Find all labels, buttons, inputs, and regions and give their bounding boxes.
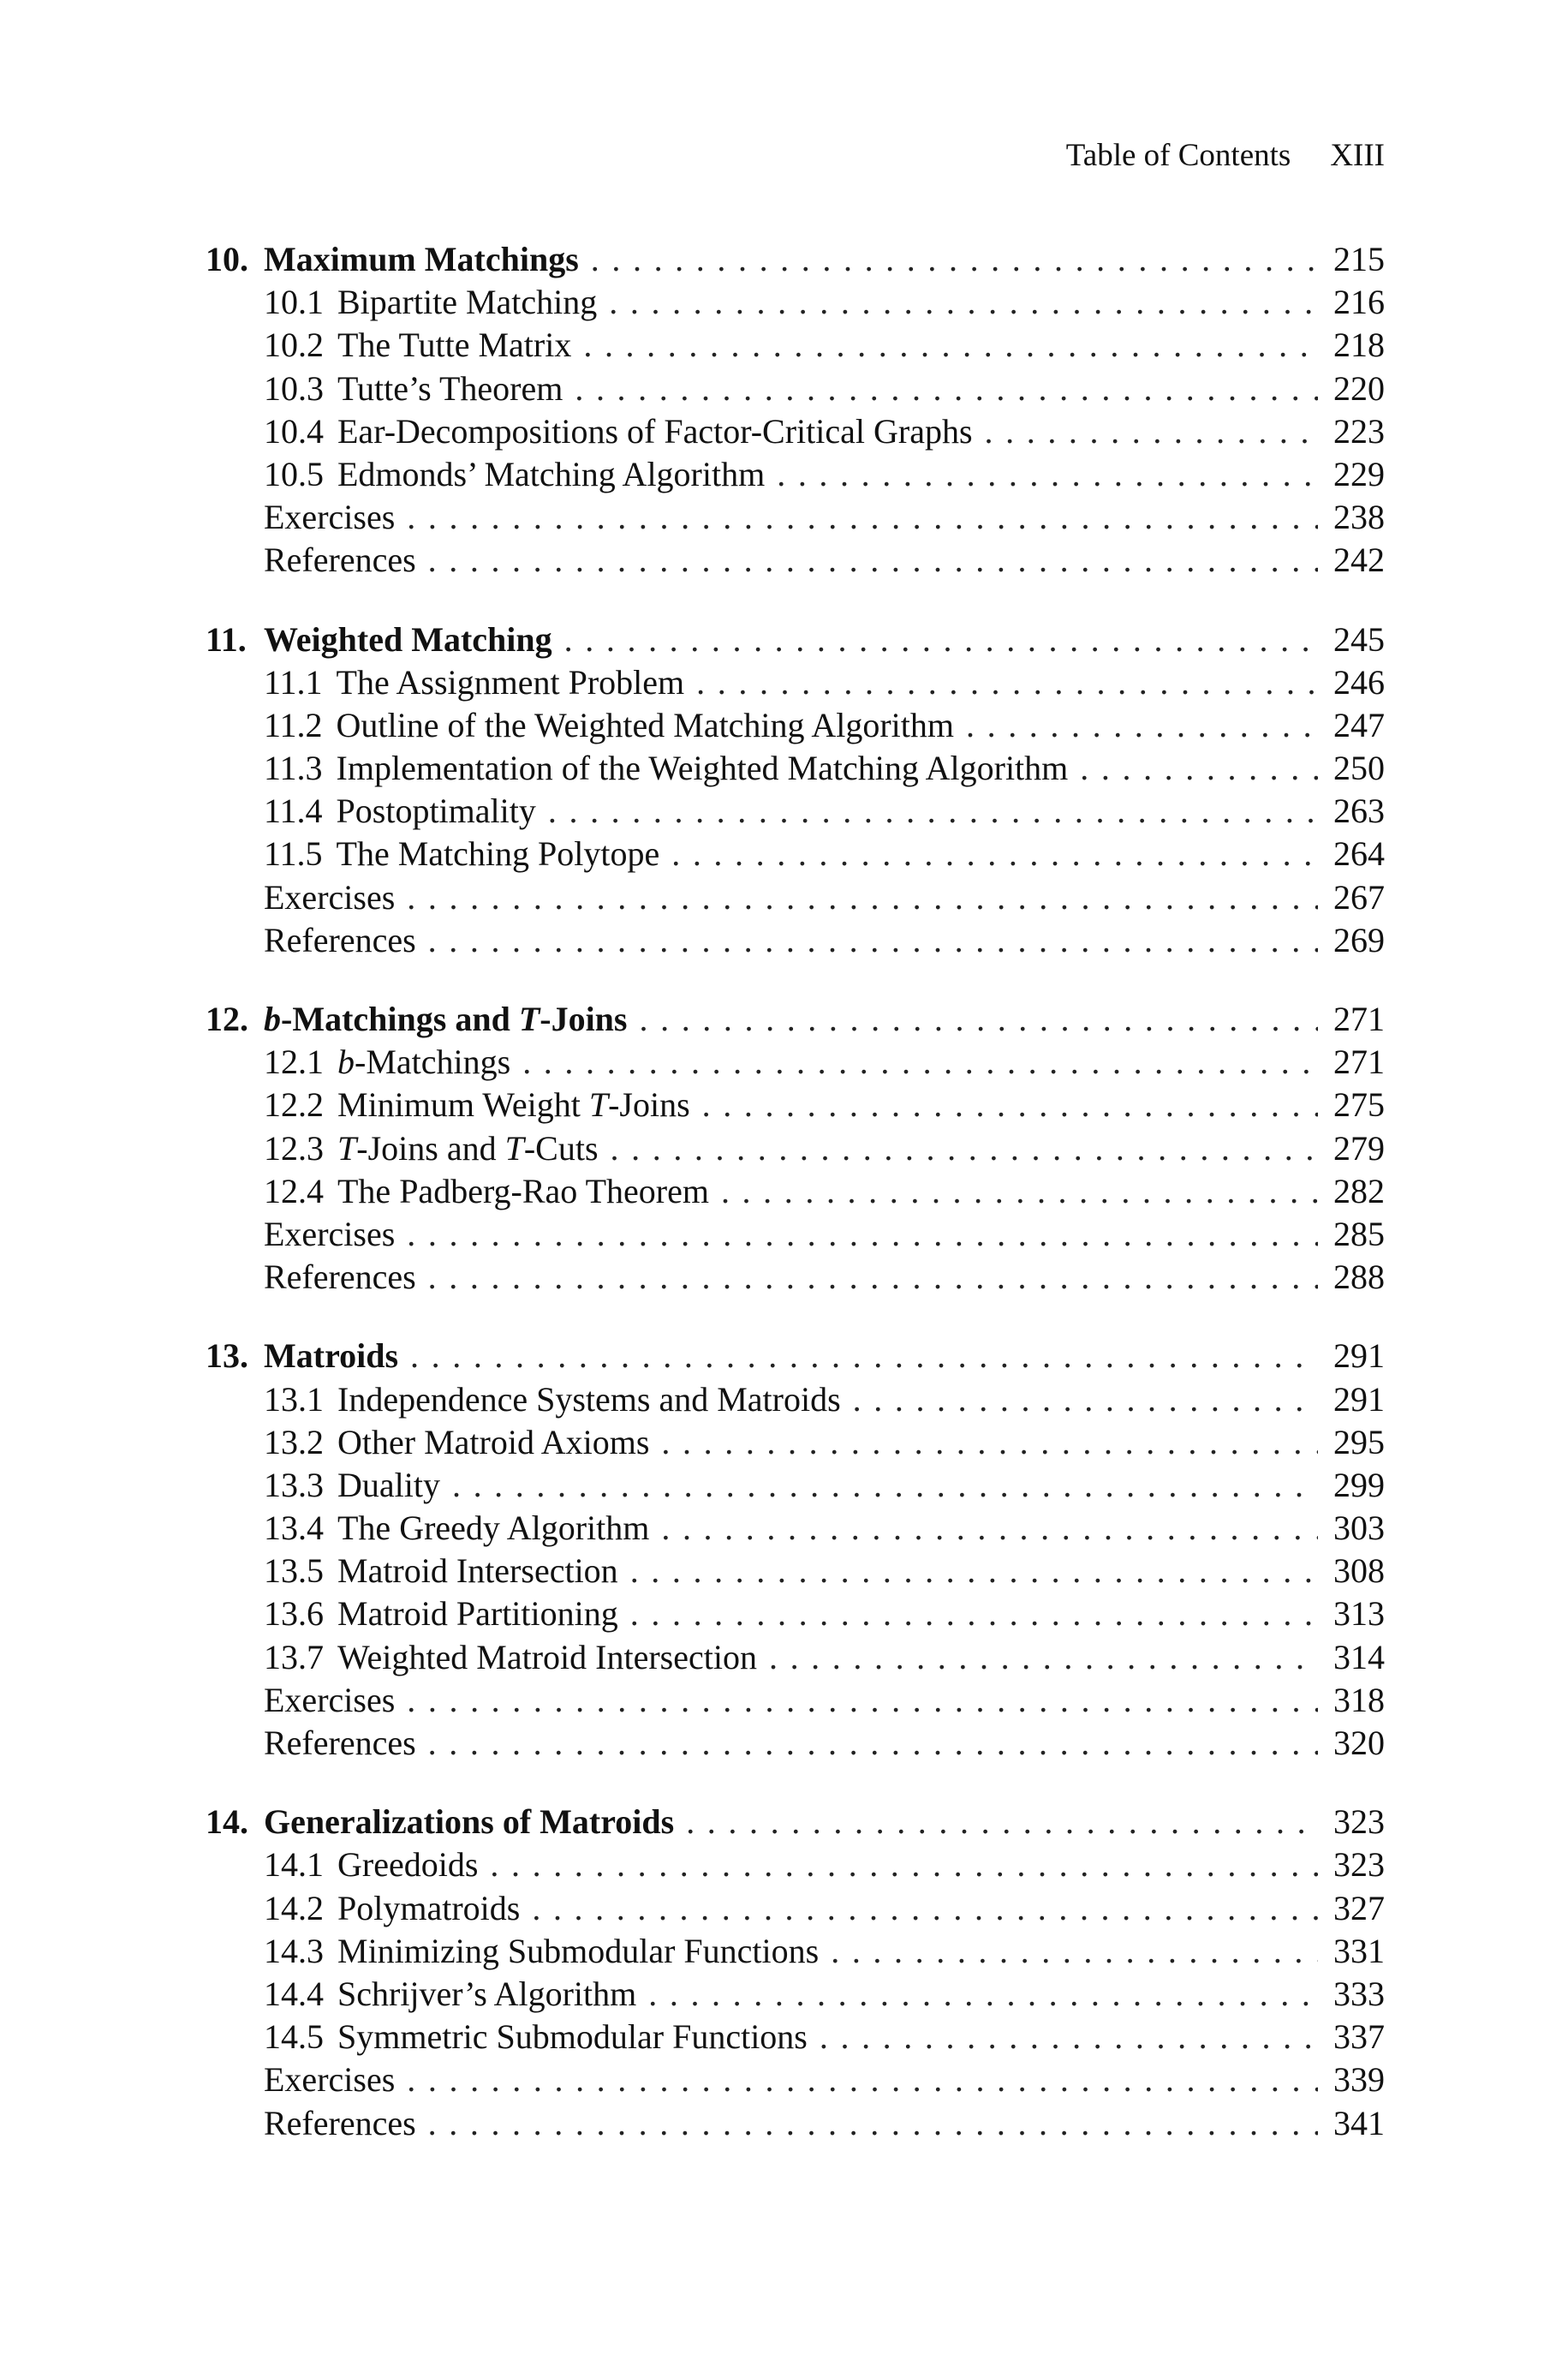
page-number: 264 xyxy=(1333,834,1385,874)
section-entry[interactable] xyxy=(206,1127,1385,1170)
chapter-title: Weighted Matching xyxy=(264,619,552,659)
page-number: 323 xyxy=(1333,1802,1385,1842)
chapter-entry[interactable] xyxy=(206,238,1385,281)
entry-title xyxy=(264,1213,395,1256)
chapter-entry[interactable] xyxy=(206,1335,1385,1377)
dot-leader xyxy=(609,281,1318,324)
dot-leader xyxy=(853,1378,1318,1421)
running-header xyxy=(0,135,1385,176)
section-number: 13.3 xyxy=(264,1465,324,1504)
chapter-block xyxy=(206,1335,1385,1765)
dot-leader xyxy=(428,1722,1318,1765)
entry-title xyxy=(264,2016,808,2058)
page-number: 339 xyxy=(1333,2060,1385,2100)
entry-title xyxy=(264,1592,618,1635)
title-part: b xyxy=(337,1043,355,1082)
entry-title-text: Minimizing Submodular Functions xyxy=(337,1931,820,1970)
page-number: 291 xyxy=(1333,1379,1385,1419)
dot-leader xyxy=(1080,747,1318,790)
dot-leader xyxy=(611,1127,1318,1170)
dot-leader xyxy=(407,1679,1318,1722)
dot-leader xyxy=(407,876,1318,919)
dot-leader xyxy=(407,2058,1318,2101)
chapter-title: Matroids xyxy=(264,1336,399,1376)
entry-title xyxy=(264,1378,841,1421)
page-number: 288 xyxy=(1333,1258,1385,1297)
entry-title-text: Duality xyxy=(337,1465,440,1504)
dot-leader xyxy=(583,324,1318,367)
entry-title-text: Matroid Partitioning xyxy=(337,1594,618,1634)
section-number: 11.1 xyxy=(264,662,323,702)
backmatter-entry[interactable] xyxy=(206,1679,1385,1722)
section-number: 12.3 xyxy=(264,1128,324,1168)
section-number: 14.5 xyxy=(264,2017,324,2057)
section-number: 10.1 xyxy=(264,283,324,322)
entry-title xyxy=(264,1636,757,1679)
entry-title-text: Exercises xyxy=(264,2060,396,2100)
entry-title-text: Exercises xyxy=(264,1680,396,1719)
page-number: 271 xyxy=(1333,1043,1385,1082)
entry-title xyxy=(264,704,954,747)
chapter-block xyxy=(206,1801,1385,2145)
title-part: -Joins xyxy=(608,1085,690,1125)
section-entry[interactable] xyxy=(206,410,1385,453)
entry-title xyxy=(264,1843,478,1886)
chapter-number: 14. xyxy=(206,1802,248,1842)
page-number: 247 xyxy=(1333,705,1385,744)
dot-leader xyxy=(769,1636,1318,1679)
section-number: 14.4 xyxy=(264,1974,324,2013)
entry-title-text xyxy=(337,1085,690,1124)
entry-title xyxy=(264,367,563,410)
entry-title-text: Greedoids xyxy=(337,1845,479,1885)
chapter-block xyxy=(206,238,1385,583)
entry-title xyxy=(264,1170,709,1213)
section-entry[interactable] xyxy=(206,1930,1385,1973)
page-number: 341 xyxy=(1333,2103,1385,2142)
dot-leader xyxy=(696,661,1318,704)
page-number: 323 xyxy=(1333,1845,1385,1885)
entry-title-text: Symmetric Submodular Functions xyxy=(337,2017,808,2057)
section-entry[interactable] xyxy=(206,1378,1385,1421)
section-entry[interactable] xyxy=(206,1843,1385,1886)
section-number: 14.1 xyxy=(264,1845,324,1885)
section-entry[interactable] xyxy=(206,1887,1385,1930)
chapter-block xyxy=(206,618,1385,963)
dot-leader xyxy=(721,1170,1318,1213)
page-number: 263 xyxy=(1333,792,1385,831)
entry-title xyxy=(264,790,536,833)
title-part: -Matchings and xyxy=(281,1000,519,1038)
section-number: 11.3 xyxy=(264,749,323,788)
entry-title-text: Edmonds’ Matching Algorithm xyxy=(337,454,766,493)
section-entry[interactable] xyxy=(206,790,1385,833)
entry-title-text xyxy=(337,1129,599,1168)
title-part: T xyxy=(504,1128,524,1168)
section-entry[interactable] xyxy=(206,2016,1385,2058)
section-entry[interactable] xyxy=(206,1464,1385,1507)
page-number: 314 xyxy=(1333,1637,1385,1676)
entry-title-text: Matroid Intersection xyxy=(337,1551,618,1591)
page-number: 291 xyxy=(1333,1336,1385,1376)
entry-title-text: Outline of the Weighted Matching Algorithm xyxy=(336,705,954,744)
section-entry[interactable] xyxy=(206,1421,1385,1464)
page-number: 267 xyxy=(1333,877,1385,917)
entry-title xyxy=(264,1256,416,1299)
chapter-number: 11. xyxy=(206,619,247,659)
section-number: 13.2 xyxy=(264,1422,324,1461)
dot-leader xyxy=(452,1464,1318,1507)
running-title: Table of Contents xyxy=(1065,138,1291,173)
dot-leader xyxy=(820,2016,1318,2058)
entry-title xyxy=(264,661,684,704)
chapter-entry[interactable] xyxy=(206,1801,1385,1843)
page-number: 245 xyxy=(1333,619,1385,659)
dot-leader xyxy=(428,1256,1318,1299)
page-number: 279 xyxy=(1333,1128,1385,1168)
dot-leader xyxy=(966,704,1318,747)
dot-leader xyxy=(661,1421,1318,1464)
dot-leader xyxy=(702,1084,1318,1126)
section-entry[interactable] xyxy=(206,1507,1385,1550)
dot-leader xyxy=(661,1507,1318,1550)
entry-title xyxy=(264,1084,690,1126)
title-part: -Matchings xyxy=(355,1043,511,1082)
table-of-contents xyxy=(206,238,1385,2181)
entry-title xyxy=(264,496,395,539)
dot-leader xyxy=(648,1973,1318,2016)
entry-title-text: Exercises xyxy=(264,498,396,537)
entry-title xyxy=(264,1722,416,1765)
chapter-title xyxy=(264,998,628,1041)
title-part: -Joins and xyxy=(356,1128,505,1168)
entry-title xyxy=(264,876,395,919)
entry-title-text: References xyxy=(264,1258,416,1297)
section-number: 11.5 xyxy=(264,834,323,874)
entry-title-text: Exercises xyxy=(264,877,396,917)
entry-title xyxy=(264,1679,395,1722)
backmatter-entry[interactable] xyxy=(206,1722,1385,1765)
entry-title xyxy=(264,1887,520,1930)
page-number: 295 xyxy=(1333,1422,1385,1461)
backmatter-entry[interactable] xyxy=(206,876,1385,919)
dot-leader xyxy=(410,1335,1318,1377)
page-number: 275 xyxy=(1333,1085,1385,1125)
dot-leader xyxy=(532,1887,1318,1930)
dot-leader xyxy=(831,1930,1318,1973)
dot-leader xyxy=(985,410,1318,453)
dot-leader xyxy=(686,1801,1318,1843)
entry-title xyxy=(264,1550,618,1592)
dot-leader xyxy=(630,1592,1318,1635)
page-number: 327 xyxy=(1333,1888,1385,1927)
page-number: 269 xyxy=(1333,920,1385,959)
page-number-roman: XIII xyxy=(1330,138,1385,173)
entry-title xyxy=(264,410,973,453)
entry-title xyxy=(264,1930,819,1973)
page-number: 215 xyxy=(1333,240,1385,278)
page-number: 299 xyxy=(1333,1465,1385,1504)
chapter-number: 12. xyxy=(206,1000,248,1038)
section-number: 13.1 xyxy=(264,1379,324,1419)
entry-title-text: The Greedy Algorithm xyxy=(337,1509,650,1548)
dot-leader xyxy=(490,1843,1318,1886)
section-number: 12.4 xyxy=(264,1171,324,1210)
section-number: 10.3 xyxy=(264,368,324,408)
entry-title xyxy=(264,1127,599,1170)
page-number: 238 xyxy=(1333,498,1385,537)
dot-leader xyxy=(428,919,1318,962)
section-entry[interactable] xyxy=(206,1550,1385,1592)
entry-title xyxy=(264,453,765,496)
title-part: T xyxy=(588,1085,609,1125)
section-number: 13.4 xyxy=(264,1509,324,1548)
dot-leader xyxy=(407,1213,1318,1256)
dot-leader xyxy=(630,1550,1318,1592)
backmatter-entry[interactable] xyxy=(206,1213,1385,1256)
entry-title xyxy=(264,281,597,324)
entry-title-text: References xyxy=(264,541,416,580)
entry-title-text: The Assignment Problem xyxy=(336,662,685,702)
section-number: 13.5 xyxy=(264,1551,324,1591)
section-number: 13.6 xyxy=(264,1594,324,1634)
entry-title xyxy=(264,539,416,582)
section-number: 10.2 xyxy=(264,326,324,365)
entry-title-text: Polymatroids xyxy=(337,1888,521,1927)
entry-title-text: Tutte’s Theorem xyxy=(337,368,563,408)
section-number: 10.5 xyxy=(264,454,324,493)
entry-title-text: References xyxy=(264,920,416,959)
section-entry[interactable] xyxy=(206,324,1385,367)
page-number: 271 xyxy=(1333,1000,1385,1038)
entry-title-text: References xyxy=(264,2103,416,2142)
entry-title-text: Schrijver’s Algorithm xyxy=(337,1974,637,2013)
entry-title-text: Bipartite Matching xyxy=(337,283,598,322)
entry-title-text: Postoptimality xyxy=(336,792,536,831)
page-number: 303 xyxy=(1333,1509,1385,1548)
page-number: 216 xyxy=(1333,283,1385,322)
page-number: 313 xyxy=(1333,1594,1385,1634)
backmatter-entry[interactable] xyxy=(206,1256,1385,1299)
chapter-number: 13. xyxy=(206,1336,248,1376)
backmatter-entry[interactable] xyxy=(206,919,1385,962)
page-number: 331 xyxy=(1333,1931,1385,1970)
backmatter-entry[interactable] xyxy=(206,496,1385,539)
entry-title xyxy=(264,2102,416,2145)
page-number: 318 xyxy=(1333,1680,1385,1719)
section-entry[interactable] xyxy=(206,1592,1385,1635)
entry-title-text: References xyxy=(264,1724,416,1762)
page-number: 242 xyxy=(1333,541,1385,580)
entry-title xyxy=(264,747,1068,790)
entry-title-text: Ear-Decompositions of Factor-Critical Graphs xyxy=(337,411,973,451)
chapter-title: Maximum Matchings xyxy=(264,240,579,278)
entry-title xyxy=(264,1973,636,2016)
entry-title xyxy=(264,2058,395,2101)
dot-leader xyxy=(564,618,1318,661)
entry-title xyxy=(264,833,659,875)
page-number: 246 xyxy=(1333,662,1385,702)
section-entry[interactable] xyxy=(206,281,1385,324)
section-number: 11.4 xyxy=(264,792,323,831)
backmatter-entry[interactable] xyxy=(206,2102,1385,2145)
dot-leader xyxy=(407,496,1318,539)
section-number: 12.2 xyxy=(264,1085,324,1125)
section-entry[interactable] xyxy=(206,1170,1385,1213)
page-number: 282 xyxy=(1333,1171,1385,1210)
section-entry[interactable] xyxy=(206,1041,1385,1084)
section-entry[interactable] xyxy=(206,704,1385,747)
page-number: 218 xyxy=(1333,326,1385,365)
title-part: -Cuts xyxy=(523,1128,599,1168)
entry-title-text: Other Matroid Axioms xyxy=(337,1422,650,1461)
dot-leader xyxy=(671,833,1318,875)
entry-title xyxy=(264,1041,510,1084)
entry-title-text: The Matching Polytope xyxy=(336,834,660,874)
section-entry[interactable] xyxy=(206,1084,1385,1126)
entry-title xyxy=(264,919,416,962)
chapter-entry[interactable] xyxy=(206,998,1385,1041)
page-number: 250 xyxy=(1333,749,1385,788)
section-number: 10.4 xyxy=(264,411,324,451)
entry-title-text: The Padberg-Rao Theorem xyxy=(337,1171,709,1210)
page-number: 308 xyxy=(1333,1551,1385,1591)
section-entry[interactable] xyxy=(206,747,1385,790)
page-number: 285 xyxy=(1333,1214,1385,1253)
backmatter-entry[interactable] xyxy=(206,2058,1385,2101)
entry-title xyxy=(264,1507,649,1550)
entry-title xyxy=(264,324,571,367)
section-entry[interactable] xyxy=(206,367,1385,410)
section-entry[interactable] xyxy=(206,833,1385,875)
entry-title-text: Implementation of the Weighted Matching Algorithm xyxy=(336,749,1069,788)
section-number: 13.7 xyxy=(264,1637,324,1676)
section-number: 14.3 xyxy=(264,1931,324,1970)
section-entry[interactable] xyxy=(206,1973,1385,2016)
page-number: 333 xyxy=(1333,1974,1385,2013)
dot-leader xyxy=(777,453,1318,496)
page-number: 229 xyxy=(1333,454,1385,493)
dot-leader xyxy=(428,2102,1318,2145)
section-entry[interactable] xyxy=(206,1636,1385,1679)
title-part: T xyxy=(518,1000,540,1038)
title-part: Minimum Weight xyxy=(337,1085,589,1125)
chapter-number: 10. xyxy=(206,240,248,278)
title-part: T xyxy=(337,1128,357,1168)
title-part: b xyxy=(264,1000,281,1038)
page-number: 220 xyxy=(1333,368,1385,408)
chapter-block xyxy=(206,998,1385,1299)
entry-title-text: Exercises xyxy=(264,1214,396,1253)
page-number: 320 xyxy=(1333,1724,1385,1762)
dot-leader xyxy=(591,238,1318,281)
chapter-entry[interactable] xyxy=(206,618,1385,661)
entry-title-text xyxy=(337,1043,510,1081)
entry-title-text: Weighted Matroid Intersection xyxy=(337,1637,757,1676)
dot-leader xyxy=(522,1041,1318,1084)
section-number: 12.1 xyxy=(264,1043,324,1082)
page-number: 223 xyxy=(1333,411,1385,451)
chapter-title: Generalizations of Matroids xyxy=(264,1802,675,1842)
entry-title-text: The Tutte Matrix xyxy=(337,326,572,365)
entry-title-text: Independence Systems and Matroids xyxy=(337,1379,841,1419)
entry-title xyxy=(264,1421,649,1464)
section-number: 11.2 xyxy=(264,705,323,744)
dot-leader xyxy=(428,539,1318,582)
section-entry[interactable] xyxy=(206,453,1385,496)
page-number: 337 xyxy=(1333,2017,1385,2057)
backmatter-entry[interactable] xyxy=(206,539,1385,582)
entry-title xyxy=(264,1464,440,1507)
dot-leader xyxy=(575,367,1318,410)
section-entry[interactable] xyxy=(206,661,1385,704)
section-number: 14.2 xyxy=(264,1888,324,1927)
dot-leader xyxy=(640,998,1319,1041)
title-part: -Joins xyxy=(540,1000,628,1038)
dot-leader xyxy=(548,790,1318,833)
